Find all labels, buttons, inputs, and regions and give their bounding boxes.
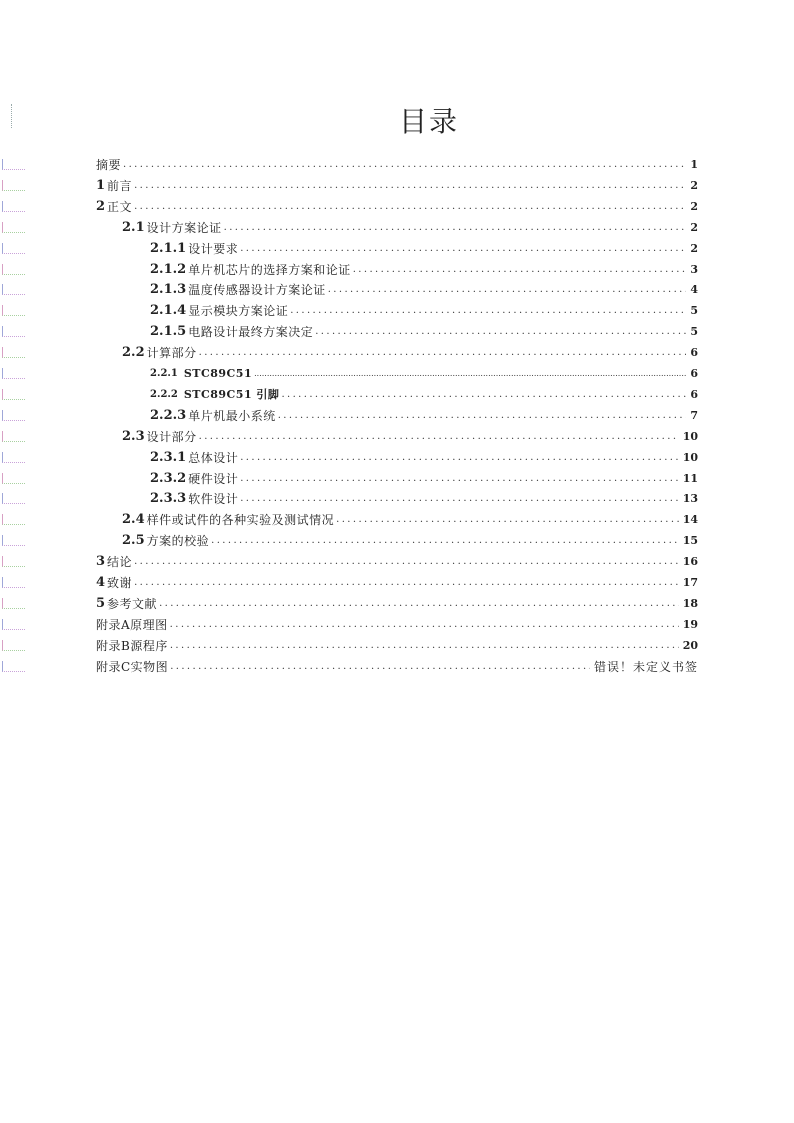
toc-page-number: 20 bbox=[682, 638, 698, 652]
toc-page-number: 6 bbox=[690, 367, 698, 380]
toc-page-number: 3 bbox=[690, 262, 698, 276]
toc-page-number: 2 bbox=[690, 241, 698, 255]
toc-entry[interactable] bbox=[150, 382, 698, 402]
margin-mark bbox=[2, 201, 25, 212]
toc-entry-title: 单片机芯片的选择方案和论证 bbox=[188, 262, 351, 277]
margin-mark bbox=[2, 535, 25, 546]
toc-entry-title: 参考文献 bbox=[107, 596, 158, 611]
toc-page-number: 5 bbox=[690, 304, 698, 318]
toc-entry-title: 硬件设计 bbox=[188, 471, 239, 486]
toc-entry[interactable] bbox=[96, 633, 698, 653]
toc-page-number: 19 bbox=[682, 617, 698, 631]
toc-entry-title: 设计要求 bbox=[188, 241, 239, 256]
toc-leader-dots bbox=[281, 390, 686, 400]
toc-leader-dots bbox=[240, 453, 678, 463]
toc-entry-title: 总体设计 bbox=[188, 450, 239, 465]
toc-entry[interactable] bbox=[122, 528, 698, 548]
toc-leader-dots bbox=[336, 515, 679, 525]
toc-page-number: 2 bbox=[690, 178, 698, 192]
toc-leader-dots bbox=[240, 244, 686, 254]
toc-page-number: 10 bbox=[682, 450, 698, 464]
toc-entry[interactable] bbox=[122, 424, 698, 444]
toc-entry[interactable] bbox=[150, 361, 698, 381]
toc-leader-dots bbox=[328, 285, 687, 295]
toc-entry-title: 设计部分 bbox=[146, 429, 197, 444]
margin-mark bbox=[2, 556, 25, 567]
toc-entry-title: STC89C51 引脚 bbox=[183, 387, 280, 401]
toc-page-number: 7 bbox=[690, 408, 698, 422]
margin-mark bbox=[2, 619, 25, 630]
toc-leader-dots bbox=[159, 599, 679, 609]
toc-entry[interactable] bbox=[150, 298, 698, 318]
toc-leader-dots bbox=[199, 432, 679, 442]
toc-entry-title: 显示模块方案论证 bbox=[188, 304, 289, 319]
toc-page-number: 10 bbox=[682, 429, 698, 443]
toc-entry-number: 2.3.2 bbox=[150, 470, 187, 486]
toc-page-number: 13 bbox=[682, 492, 698, 506]
toc-entry-number: 2.1 bbox=[122, 219, 145, 235]
toc-page-number: 6 bbox=[690, 387, 698, 401]
margin-mark bbox=[2, 452, 25, 463]
toc-entry-title: 附录C实物图 bbox=[96, 659, 169, 674]
toc-page-number: 2 bbox=[690, 199, 698, 213]
toc-entry-number: 2.1.1 bbox=[150, 240, 187, 256]
toc-entry-title: 摘要 bbox=[96, 158, 122, 172]
toc-leader-dots bbox=[134, 557, 679, 567]
toc-leader-dots bbox=[170, 620, 679, 630]
toc-leader-dots bbox=[290, 306, 686, 316]
toc-entry[interactable] bbox=[122, 507, 698, 527]
toc-entry-number: 2.2.2 bbox=[150, 388, 178, 400]
margin-mark bbox=[2, 368, 25, 379]
margin-mark bbox=[2, 577, 25, 588]
toc-entry[interactable] bbox=[150, 466, 698, 486]
margin-mark bbox=[2, 493, 25, 504]
toc-page-number: 错误！未定义书签 bbox=[593, 659, 698, 674]
toc-entry[interactable] bbox=[96, 591, 698, 611]
toc-entry[interactable] bbox=[150, 236, 698, 256]
margin-mark bbox=[2, 159, 25, 170]
toc-leader-dots bbox=[254, 369, 686, 379]
toc-page-number: 11 bbox=[682, 471, 698, 485]
toc-entry-title: 致谢 bbox=[107, 576, 133, 590]
toc-entry-number: 2.1.5 bbox=[150, 324, 187, 340]
margin-mark bbox=[2, 661, 25, 672]
toc-entry-title: 软件设计 bbox=[188, 492, 239, 507]
toc-entry[interactable] bbox=[96, 570, 698, 590]
toc-page-number: 14 bbox=[682, 513, 698, 527]
toc-leader-dots bbox=[134, 181, 686, 191]
toc-entry-title: 前言 bbox=[107, 178, 133, 193]
margin-mark bbox=[2, 514, 25, 525]
toc-entry[interactable] bbox=[96, 152, 698, 172]
margin-mark bbox=[2, 347, 25, 358]
margin-mark bbox=[2, 284, 25, 295]
toc-entry-number: 1 bbox=[96, 177, 106, 193]
toc-entry-number: 2.1.3 bbox=[150, 282, 187, 298]
margin-mark bbox=[2, 410, 25, 421]
toc-entry-number: 2.2.3 bbox=[150, 407, 187, 423]
toc-page-number: 6 bbox=[690, 346, 698, 360]
margin-mark bbox=[2, 222, 25, 233]
toc-entry[interactable] bbox=[150, 319, 698, 339]
toc-page-number: 2 bbox=[690, 220, 698, 234]
toc-leader-dots bbox=[170, 662, 590, 672]
toc-leader-dots bbox=[278, 411, 687, 421]
toc-leader-dots bbox=[123, 160, 686, 170]
toc-leader-dots bbox=[240, 494, 678, 504]
margin-mark bbox=[2, 431, 25, 442]
toc-entry-number: 2.3 bbox=[122, 428, 145, 444]
toc-entry[interactable] bbox=[150, 445, 698, 465]
toc-entry[interactable] bbox=[122, 215, 698, 235]
toc-entry[interactable] bbox=[122, 340, 698, 360]
toc-leader-dots bbox=[240, 474, 678, 484]
toc-page-number: 18 bbox=[682, 596, 698, 610]
toc-leader-dots bbox=[134, 202, 686, 212]
toc-entry[interactable] bbox=[150, 257, 698, 277]
toc-entry-title: 计算部分 bbox=[146, 346, 197, 361]
toc-entry-title: STC89C51 bbox=[183, 367, 253, 380]
toc-entry-title: 附录B源程序 bbox=[96, 638, 168, 653]
margin-mark bbox=[2, 180, 25, 191]
toc-leader-dots bbox=[211, 536, 679, 546]
toc-entry-number: 3 bbox=[96, 554, 106, 570]
toc-entry-number: 2.1.2 bbox=[150, 261, 187, 277]
toc-entry[interactable] bbox=[150, 403, 698, 423]
margin-mark bbox=[2, 598, 25, 609]
toc-entry-number: 2.3.1 bbox=[150, 449, 187, 465]
toc-leader-dots bbox=[170, 641, 679, 651]
toc-entry-title: 设计方案论证 bbox=[146, 220, 222, 235]
toc-entry-number: 5 bbox=[96, 595, 106, 611]
toc-entry-number: 2.4 bbox=[122, 512, 145, 528]
toc-entry-number: 4 bbox=[96, 575, 106, 590]
toc-leader-dots bbox=[315, 327, 686, 337]
toc-entry-title: 单片机最小系统 bbox=[188, 408, 276, 423]
page-title: 目录 bbox=[398, 105, 459, 138]
toc-entry-title: 样件或试件的各种实验及测试情况 bbox=[146, 513, 335, 528]
toc-entry-title: 电路设计最终方案决定 bbox=[188, 325, 314, 340]
toc-leader-dots bbox=[353, 265, 687, 275]
toc-entry-number: 2.2.1 bbox=[150, 368, 178, 379]
toc-leader-dots bbox=[134, 578, 679, 588]
margin-mark bbox=[2, 473, 25, 484]
toc-entry[interactable] bbox=[96, 549, 698, 569]
toc-leader-dots bbox=[199, 348, 687, 358]
margin-mark bbox=[2, 640, 25, 651]
toc-page-number: 17 bbox=[682, 576, 698, 589]
toc-entry[interactable] bbox=[96, 612, 698, 632]
toc-entry-title: 温度传感器设计方案论证 bbox=[188, 283, 326, 298]
toc-entry-number: 2.3.3 bbox=[150, 491, 187, 507]
toc-entry-title: 附录A原理图 bbox=[96, 617, 168, 632]
toc-entry[interactable] bbox=[150, 486, 698, 506]
toc-page-number: 5 bbox=[690, 325, 698, 339]
toc-leader-dots bbox=[224, 223, 687, 233]
toc-entry-title: 方案的校验 bbox=[146, 534, 210, 549]
toc-entry-number: 2.1.4 bbox=[150, 303, 187, 319]
toc-page-number: 1 bbox=[690, 158, 698, 171]
margin-mark bbox=[2, 305, 25, 316]
margin-mark bbox=[2, 243, 25, 254]
toc-entry[interactable] bbox=[150, 277, 698, 297]
margin-mark bbox=[2, 389, 25, 400]
toc-page-number: 15 bbox=[682, 534, 698, 548]
toc-entry-title: 结论 bbox=[107, 555, 133, 570]
toc-entry[interactable] bbox=[96, 654, 698, 674]
toc-page-number: 16 bbox=[682, 555, 698, 569]
toc-entry[interactable] bbox=[96, 173, 698, 193]
toc-entry[interactable] bbox=[96, 194, 698, 214]
toc-page-number: 4 bbox=[690, 283, 698, 297]
toc-entry-number: 2.2 bbox=[122, 345, 145, 361]
margin-mark bbox=[2, 326, 25, 337]
toc-entry-title: 正文 bbox=[107, 199, 133, 214]
margin-mark bbox=[2, 264, 25, 275]
toc-entry-number: 2.5 bbox=[122, 533, 145, 549]
toc-entry-number: 2 bbox=[96, 198, 106, 214]
